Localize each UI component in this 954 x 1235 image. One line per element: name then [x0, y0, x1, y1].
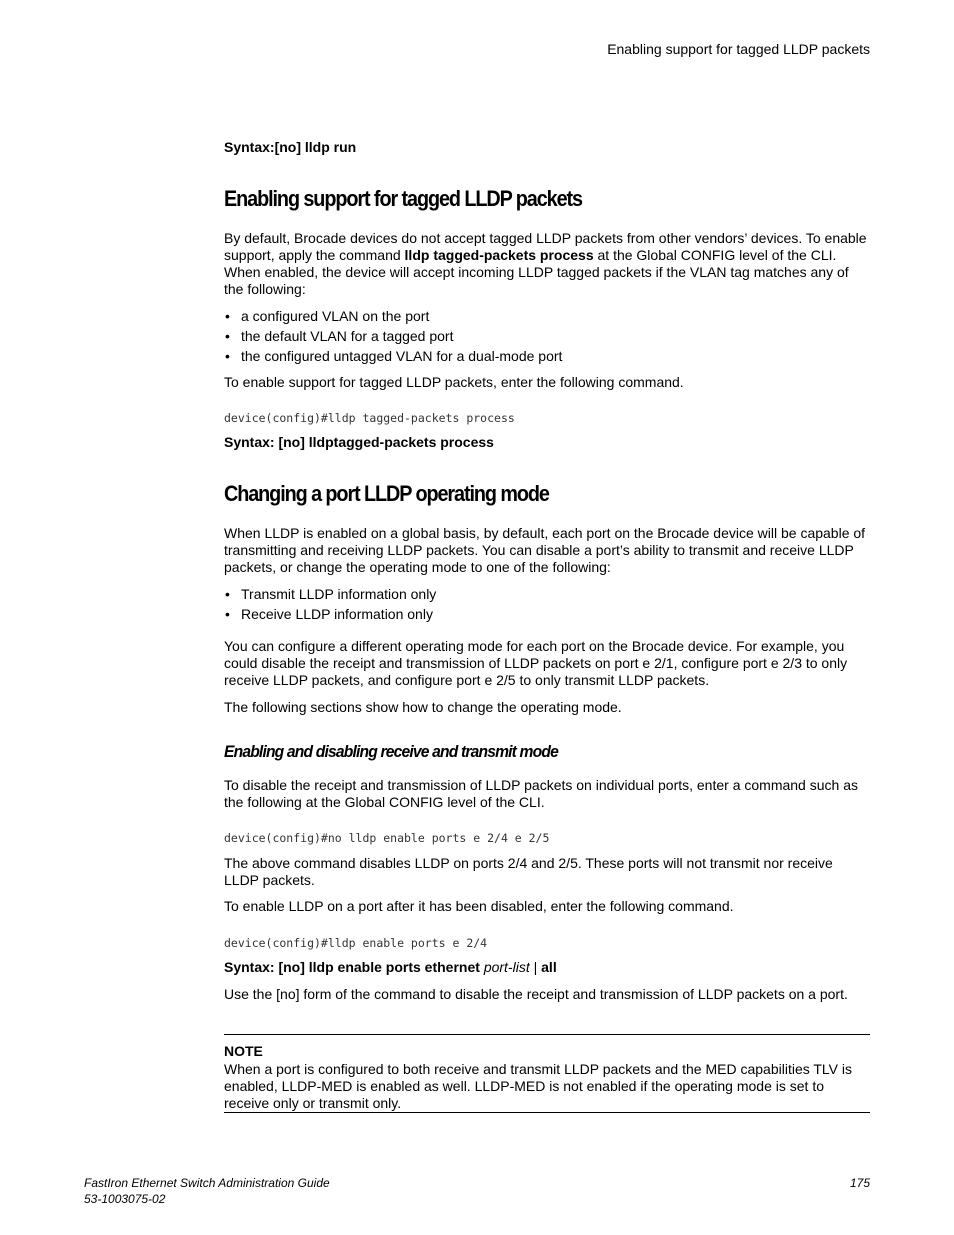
- footer-guide-title: FastIron Ethernet Switch Administration Guide: [84, 1176, 330, 1190]
- paragraph-no-form: Use the [no] form of the command to disable the receipt and transmission of LLDP packets on a port.: [224, 986, 848, 1002]
- code-no-lldp-enable: device(config)#no lldp enable ports e 2/4 e 2/5: [224, 831, 550, 845]
- bullet-icon: •: [225, 328, 230, 344]
- note-label: NOTE: [224, 1043, 263, 1059]
- syntax-separator: |: [529, 959, 542, 975]
- syntax-keyword: all: [541, 959, 557, 975]
- vlan-match-list: [224, 308, 870, 368]
- paragraph-operating-mode-intro: When LLDP is enabled on a global basis, by default, each port on the Brocade device will be capable of transmitting and receiving LLDP packets. You can disable a port’s ability to transmit and receive LLDP packets, or change the operating mode to one of the following:: [224, 525, 866, 575]
- paragraph-enable-tagged: To enable support for tagged LLDP packets, enter the following command.: [224, 374, 684, 390]
- note-top-rule: [224, 1034, 870, 1035]
- bullet-icon: •: [225, 308, 230, 324]
- list-item: [224, 606, 870, 626]
- paragraph-command-effect: The above command disables LLDP on ports 2/4 and 2/5. These ports will not transmit nor receive LLDP packets.: [224, 855, 833, 888]
- note-text: When a port is configured to both receive and transmit LLDP packets and the MED capabilities TLV is enabled, LLDP-MED is enabled as well. LLDP-MED is not enabled if the operating mode is set to receive only or transmit only.: [224, 1061, 852, 1111]
- paragraph-following-sections: The following sections show how to change the operating mode.: [224, 699, 622, 715]
- list-item: [224, 348, 870, 368]
- paragraph-text: at the Global CONFIG level of the CLI. When enabled, the device will accept incoming LLDP tagged packets if the VLAN tag matches any of the following:: [224, 247, 849, 297]
- paragraph-text: By default, Brocade devices do not accept tagged LLDP packets from other vendors’ devices. To enable support, apply the command: [224, 230, 867, 263]
- list-item-text: Receive LLDP information only: [241, 606, 433, 622]
- note-bottom-rule: [224, 1112, 870, 1113]
- list-item-text: the default VLAN for a tagged port: [241, 328, 454, 344]
- syntax-lldp-enable-ports: [224, 959, 870, 976]
- section-heading-tagged-lldp: Enabling support for tagged LLDP packets: [224, 186, 582, 211]
- syntax-parameter: port-list: [483, 959, 530, 975]
- list-item: [224, 308, 870, 328]
- paragraph-disable-receipt: To disable the receipt and transmission of LLDP packets on individual ports, enter a command such as the following at the Global CONFIG level of the CLI.: [224, 777, 858, 810]
- list-item-text: a configured VLAN on the port: [241, 308, 430, 324]
- subsection-heading: Enabling and disabling receive and transmit mode: [224, 742, 558, 761]
- section-heading-operating-mode: Changing a port LLDP operating mode: [224, 481, 549, 506]
- code-tagged-packets: device(config)#lldp tagged-packets process: [224, 411, 515, 425]
- operating-mode-list: [224, 586, 870, 626]
- bullet-icon: •: [225, 586, 230, 602]
- syntax-lldp-run: Syntax:[no] lldp run: [224, 139, 357, 155]
- paragraph-enable-port: To enable LLDP on a port after it has been disabled, enter the following command.: [224, 898, 734, 914]
- syntax-command: Syntax: [no] lldp enable ports ethernet: [224, 959, 484, 975]
- list-item-text: the configured untagged VLAN for a dual-mode port: [241, 348, 563, 364]
- code-lldp-enable: device(config)#lldp enable ports e 2/4: [224, 936, 488, 950]
- paragraph-per-port-mode: You can configure a different operating mode for each port on the Brocade device. For example, you could disable the receipt and transmission of LLDP packets on port e 2/1, configure port e 2/3 to only receive LLDP packets, and configure port e 2/5 to only transmit LLDP packets.: [224, 638, 848, 688]
- list-item: [224, 586, 870, 606]
- bullet-icon: •: [225, 348, 230, 364]
- inline-command: lldp tagged-packets process: [404, 247, 594, 263]
- running-header: Enabling support for tagged LLDP packets: [607, 41, 870, 57]
- paragraph-tagged-intro: [224, 230, 870, 298]
- footer-doc-number: 53-1003075-02: [84, 1192, 166, 1206]
- syntax-tagged-packets: Syntax: [no] lldptagged-packets process: [224, 434, 494, 450]
- list-item: [224, 328, 870, 348]
- list-item-text: Transmit LLDP information only: [241, 586, 437, 602]
- footer-page-number: 175: [849, 1176, 870, 1190]
- bullet-icon: •: [225, 606, 230, 622]
